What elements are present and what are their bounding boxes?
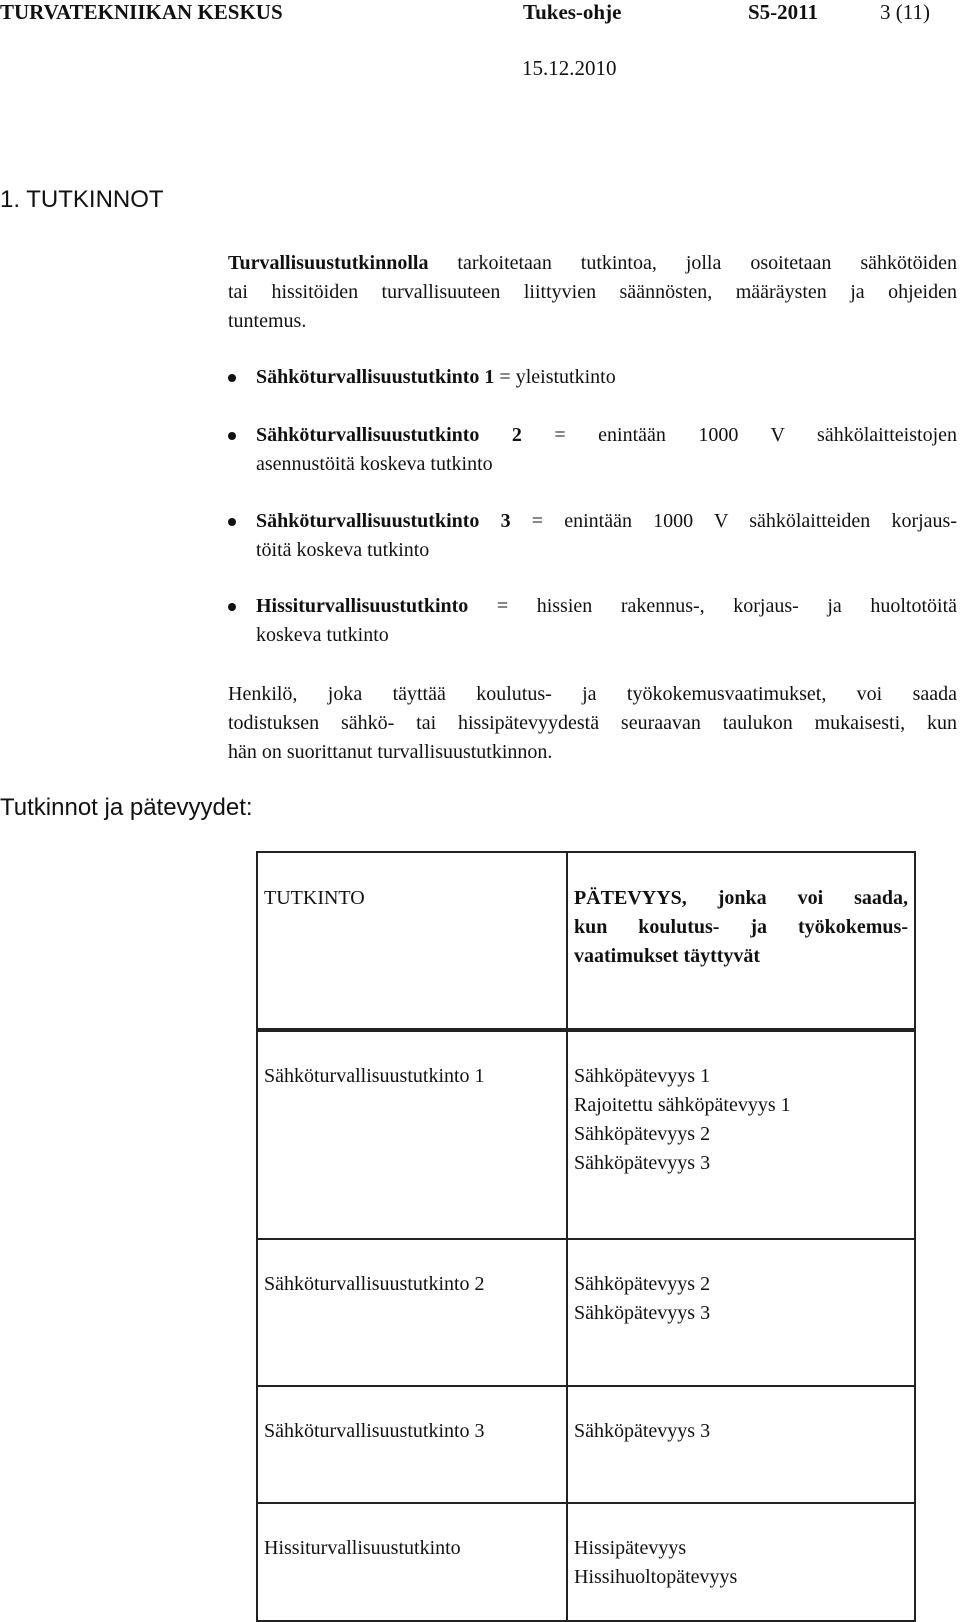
eligibility-paragraph: Henkilö, joka täyttää koulutus- ja työkokemusvaatimukset, voi saada todistuksen sähkö- tai hissipätevyydestä seuraavan taulukon mukaisesti, kun hän on suorittanut turvallisuustutkinnon. — [228, 683, 957, 763]
bullet-dot — [228, 432, 236, 440]
table-cell-exam: Hissiturvallisuustutkinto — [257, 1503, 567, 1621]
side-heading: Tutkinnot ja pätevyydet: — [0, 794, 253, 821]
table-cell-qualifications: Sähköpätevyys 2 Sähköpätevyys 3 — [567, 1239, 915, 1386]
table-header-exam: TUTKINTO — [257, 852, 567, 1030]
table-header-qualification: PÄTEVYYS, jonka voi saada, kun koulutus- ja työkokemus- vaatimukset täyttyvät — [567, 852, 915, 1030]
section-title: 1. TUTKINNOT — [0, 186, 164, 213]
doc-date: 15.12.2010 — [522, 56, 617, 80]
doc-id: S5-2011 — [748, 0, 819, 24]
qualification-table — [256, 851, 916, 1622]
intro-paragraph: Turvallisuustutkinnolla tarkoitetaan tutkintoa, jolla osoitetaan sähkötöiden tai hissitöiden turvallisuuteen liittyvien säännösten, määräysten ja ohjeiden tuntemus. — [228, 252, 957, 332]
table-row — [257, 1030, 915, 1239]
intro-term: Turvallisuustutkinnolla — [228, 252, 429, 274]
bullet-dot — [228, 374, 236, 382]
table-cell-exam: Sähköturvallisuustutkinto 2 — [257, 1239, 567, 1386]
bullet-item-3: Sähköturvallisuustutkinto 3 = enintään 1000 V sähkölaitteiden korjaus- töitä koskeva tutkinto — [256, 510, 957, 561]
table-cell-qualifications: Sähköpätevyys 1 Rajoitettu sähköpätevyys 1 Sähköpätevyys 2 Sähköpätevyys 3 — [567, 1030, 915, 1239]
bullet-item-2: Sähköturvallisuustutkinto 2 = enintään 1000 V sähkölaitteistojen asennustöitä koskeva tutkinto — [256, 424, 958, 475]
table-cell-qualifications: Hissipätevyys Hissihuoltopätevyys — [567, 1503, 915, 1621]
org-name: TURVATEKNIIKAN KESKUS — [0, 0, 283, 24]
table-cell-qualifications: Sähköpätevyys 3 — [567, 1386, 915, 1503]
table-header-row — [257, 852, 915, 1030]
bullet-dot — [228, 518, 236, 526]
table-cell-exam: Sähköturvallisuustutkinto 1 — [257, 1030, 567, 1239]
bullet-dot — [228, 603, 236, 611]
table-cell-exam: Sähköturvallisuustutkinto 3 — [257, 1386, 567, 1503]
doc-type: Tukes-ohje — [523, 0, 622, 24]
bullet-item-4: Hissiturvallisuustutkinto = hissien rakennus-, korjaus- ja huoltotöitä koskeva tutkinto — [256, 595, 957, 646]
bullet-item-1: Sähköturvallisuustutkinto 1 = yleistutkinto — [256, 366, 616, 388]
table-row — [257, 1239, 915, 1386]
page-number: 3 (11) — [880, 0, 930, 24]
table-row — [257, 1503, 915, 1621]
table-row — [257, 1386, 915, 1503]
